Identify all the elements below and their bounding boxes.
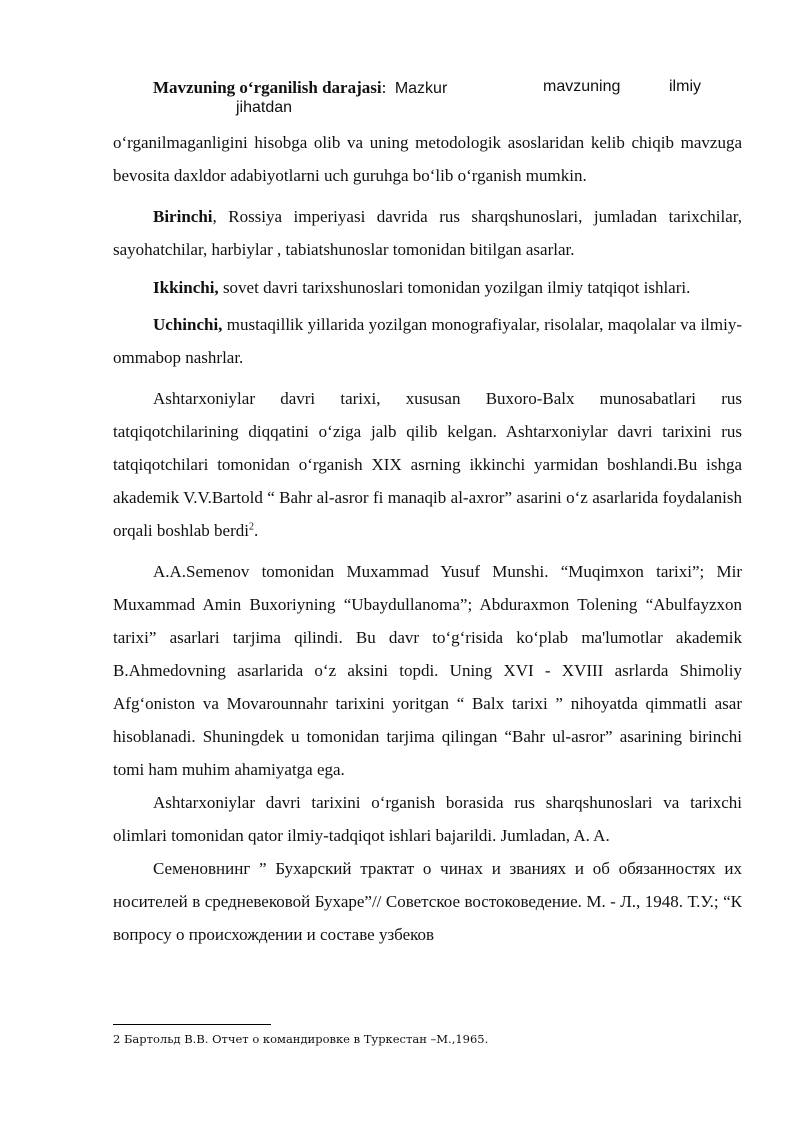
heading-word-3: ilmiy: [669, 78, 701, 95]
heading-word-1: Mazkur: [394, 80, 448, 97]
paragraph-semenov: A.A.Semenov tomonidan Muxammad Yusuf Munshi. “Muqimxon tarixi”; Mir Muxammad Amin Buxoriyning “Ubaydullanoma”; Abduraxmon Tolening “Abulfayzxon tarixi” asarlari tarjima qilindi. Bu davr toʻgʻrisida koʻplab ma'lumotlar akademik B.Ahmedovning asarlarida oʻz aksini topdi. Uning XVI - XVIII asrlarda Shimoliy Afgʻoniston va Movarounnahr tarixini yoritgan “ Balx tarixi ” nihoyatda qimmatli asar hisoblanadi. Shuningdek u tomonidan tarjima qilingan “Bahr ul-asror” asarining birinchi tomi ham muhim ahamiyatga ega.: [113, 562, 742, 779]
paragraph-research: Ashtarxoniylar davri tarixini oʻrganish borasida rus sharqshunoslari va tarixchi olimlari tomonidan qator ilmiy-tadqiqot ishlari bajarildi. Jumladan, A. A.: [113, 793, 742, 845]
heading-word-2: mavzuning: [543, 78, 621, 95]
heading-colon: :: [381, 78, 387, 97]
first-group-label: Birinchi: [153, 207, 213, 226]
ashtarxoniylar-text: Ashtarxoniylar davri tarixi, xususan Buxoro-Balx munosabatlari rus tatqiqotchilarining diqqatini oʻziga jalb qilib kelgan. Ashtarxoniylar davri tarixini rus tatqiqotchilari tomonidan oʻrganish XIX asrning ikkinchi yarmidan boshlandi.Bu ishga akademik V.V.Bartold “ Bahr al-asror fi manaqib al-axror” asarini oʻz asarlarida foydalanish orqali boshlab berdi: [113, 389, 742, 540]
third-group-text: mustaqillik yillarida yozilgan monografiyalar, risolalar, maqolalar va ilmiy-ommabop nashrlar.: [113, 315, 742, 367]
document-page: [113, 74, 742, 951]
paragraph-ashtarxoniylar: [113, 382, 742, 547]
paragraph-third-group: [113, 308, 742, 374]
footnote-divider: [113, 1024, 271, 1025]
footnote: 2 Бартольд В.В. Отчет о командировке в Туркестан –М.,1965.: [113, 1032, 489, 1046]
paragraph-intro: oʻrganilmaganligini hisobga olib va uning metodologik asoslaridan kelib chiqib mavzuga bevosita daxldor adabiyotlarni uch guruhga boʻlib oʻrganish mumkin.: [113, 133, 742, 185]
first-group-text: , Rossiya imperiyasi davrida rus sharqshunoslari, jumladan tarixchilar, sayohatchilar, harbiylar , tabiatshunoslar tomonidan bitilgan asarlar.: [113, 207, 742, 259]
paragraph-russian-source: Семеновнинг ” Бухарский трактат о чинах и званиях и об обязанностях их носителей в средневековой Бухаре”// Советское востоковедение. М. - Л., 1948. Т.У.; “К вопросу о происхождении и составе узбеков: [113, 859, 742, 944]
paragraph-first-group: [113, 200, 742, 266]
third-group-label: Uchinchi,: [153, 315, 223, 334]
footnote-ref[interactable]: 2: [248, 521, 254, 533]
second-group-label: Ikkinchi,: [153, 278, 219, 297]
second-group-text: sovet davri tarixshunoslari tomonidan yozilgan ilmiy tatqiqot ishlari.: [218, 278, 691, 297]
paragraph-second-group: [113, 276, 742, 300]
heading-word-4: jihatdan: [236, 99, 293, 116]
heading-title: Mavzuning oʻrganilish darajasi: [153, 78, 382, 97]
section-heading: [113, 74, 742, 120]
ashtarxoniylar-end: .: [253, 521, 259, 540]
